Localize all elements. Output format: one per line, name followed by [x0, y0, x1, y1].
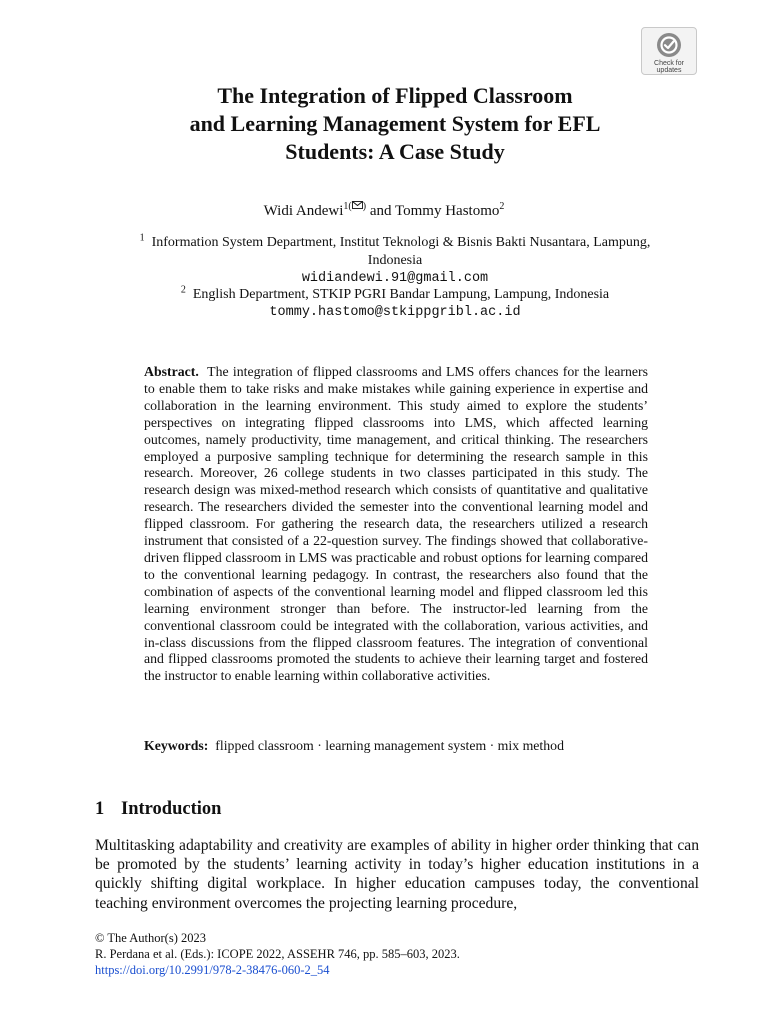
title-line-2: and Learning Management System for EFL	[189, 111, 601, 136]
abstract-text: The integration of flipped classrooms and LMS offers chances for the learners to enable them to take risks and make mistakes while gaining experience in expertise and collaboration in the learning environment. This study aimed to explore the students’ perspectives on integrating flipped classrooms into LMS, which affected learning outcomes, namely productivity, time management, and critical thinking. The researchers employed a purposive sampling technique for determining the research sample in this research. Moreover, 26 college students in two classes participated in this study. The research design was mixed-method research which consists of quantitative and qualitative research. The researchers divided the semester into the conventional learning model and flipped classroom. For gathering the research data, the researchers utilized a research instrument that consisted of a 22-question survey. The findings showed that collaborative-driven flipped classroom in LMS was practicable and robust options for learning compared to the conventional learning pedagogy. In contrast, the researchers also found that the combination of aspects of the conventional learning model and flipped classroom led this learning environment stronger than before. The instructor-led learning from the conventional classroom could be integrated with the collaboration, various activities, and in-class discussions from the flipped classroom features. The integration of conventional and flipped classrooms promoted the students to achieve their learning target and fostered the instructor to enable learning within collaborative activities.	[144, 364, 649, 684]
badge-label	[649, 60, 689, 74]
keywords-text: flipped classroom · learning management system · mix method	[215, 738, 564, 753]
author-2-superscript: 2	[499, 201, 505, 212]
keywords-label: Keywords:	[144, 738, 209, 753]
author-1-superscript	[343, 201, 366, 212]
title-line-1: The Integration of Flipped Classroom	[217, 83, 573, 108]
paper-title	[110, 82, 680, 166]
citation-line: R. Perdana et al. (Eds.): ICOPE 2022, ASSEHR 746, pp. 585–603, 2023.	[95, 946, 460, 961]
section-title: Introduction	[121, 799, 222, 819]
author-1-sup-prefix: 1(	[343, 201, 352, 212]
affiliation-1-number: 1	[139, 232, 145, 244]
author-1-name: Widi Andewi	[263, 203, 344, 219]
badge-label-line2: updates	[656, 67, 682, 74]
affiliation-1	[95, 234, 695, 288]
doi-link[interactable]: https://doi.org/10.2991/978-2-38476-060-2_54	[95, 962, 330, 977]
copyright-line: © The Author(s) 2023	[95, 931, 206, 945]
title-line-3: Students: A Case Study	[285, 139, 505, 164]
abstract	[144, 364, 648, 685]
author-list	[0, 201, 768, 221]
section-number: 1	[95, 799, 105, 819]
abstract-label: Abstract.	[144, 364, 199, 379]
author-1-sup-suffix: )	[362, 201, 367, 212]
author-conjunction: and	[366, 203, 395, 219]
badge-label-line1: Check for	[654, 60, 684, 67]
section-heading-introduction	[95, 798, 221, 820]
check-for-updates-icon	[656, 32, 682, 58]
affiliation-2-number: 2	[180, 284, 186, 296]
footer	[95, 931, 460, 978]
affiliation-1-line1: Information System Department, Institut Teknologi & Bisnis Bakti Nusantara, Lampung,	[151, 235, 651, 250]
affiliation-2	[95, 286, 695, 322]
affiliation-1-email[interactable]: widiandewi.91@gmail.com	[301, 271, 489, 286]
author-2-name: Tommy Hastomo	[395, 203, 500, 219]
check-for-updates-badge[interactable]	[641, 27, 697, 75]
keywords	[144, 737, 648, 754]
introduction-paragraph: Multitasking adaptability and creativity are examples of ability in higher order thinking that can be promoted by the students’ learning activity in today’s higher education institutions in a quickly shifting digital workplace. In higher education campuses today, the conventional teaching environment overcomes the projecting learning procedure,	[95, 837, 699, 912]
envelope-icon[interactable]	[352, 201, 363, 209]
affiliation-2-line1: English Department, STKIP PGRI Bandar Lampung, Lampung, Indonesia	[192, 287, 610, 302]
affiliation-1-line2: Indonesia	[367, 253, 423, 268]
affiliation-2-email[interactable]: tommy.hastomo@stkippgribl.ac.id	[269, 305, 521, 320]
